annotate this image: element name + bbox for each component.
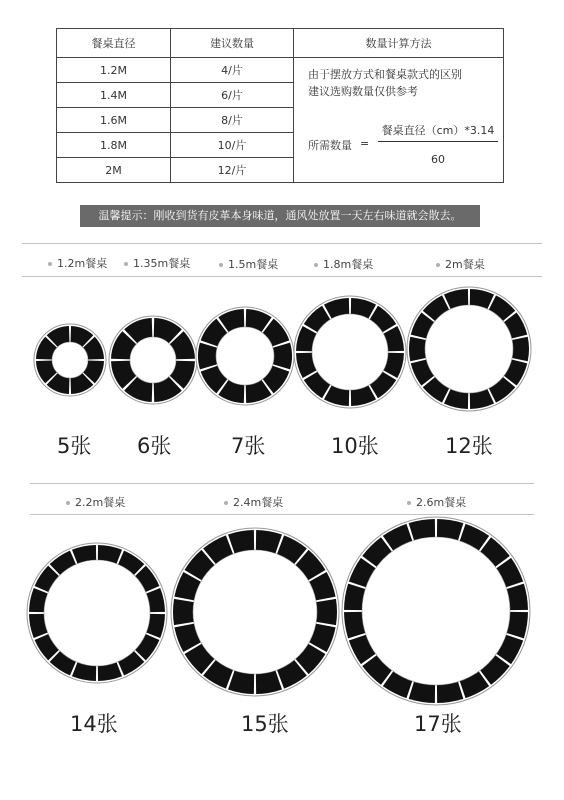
cushion-segment [316,599,337,625]
table-top [130,337,176,383]
cushion-segment [409,337,426,362]
table-top [312,314,388,390]
count-label-2m: 12张 [445,434,493,458]
size-text: 2.4m餐桌 [233,496,284,509]
ring-1-8m [294,296,406,408]
ring-1-5m [196,307,294,405]
size-text: 2m餐桌 [445,258,485,271]
size-text: 1.5m餐桌 [228,258,279,271]
ring-2m [407,287,531,411]
table-top [44,560,150,666]
size-text: 1.2m餐桌 [57,257,108,270]
count-label-1-5m: 7张 [231,434,266,458]
ring-2-6m [342,517,530,705]
note-line-2: 建议选购数量仅供参考 [308,85,418,98]
count-cell: 10/片 [171,133,294,158]
diameter-cell: 1.6M [57,108,171,133]
table-top [52,342,88,378]
count-cell: 12/片 [171,158,294,183]
table-top [425,305,513,393]
ring-2-2m [27,543,167,683]
size-text: 1.8m餐桌 [323,258,374,271]
count-label-2-6m: 17张 [414,712,462,736]
count-label-2-2m: 14张 [70,712,118,736]
table-top [216,327,274,385]
diameter-cell: 2M [57,158,171,183]
size-text: 2.6m餐桌 [416,496,467,509]
count-cell: 6/片 [171,83,294,108]
cushion-segment [173,599,194,625]
note-line-1: 由于摆放方式和餐桌款式的区别 [308,68,462,81]
ring-1-35m [109,316,197,404]
size-text: 2.2m餐桌 [75,496,126,509]
formula-denominator: 60 [431,153,445,166]
count-label-1-35m: 6张 [137,434,172,458]
count-label-2-4m: 15张 [241,712,289,736]
count-label-1-8m: 10张 [331,434,379,458]
cushion-segment [512,337,529,362]
ring-2-4m [171,528,339,696]
count-cell: 4/片 [171,58,294,83]
header-count: 建议数量 [171,29,294,58]
tip-banner: 温馨提示：刚收到货有皮革本身味道，通风处放置一天左右味道就会散去。 [80,205,480,227]
formula-label: 所需数量 [308,139,352,152]
size-text: 1.35m餐桌 [133,257,191,270]
header-method: 数量计算方法 [294,29,504,58]
diameter-cell: 1.8M [57,133,171,158]
formula-numerator: 餐桌直径（cm）*3.14 [381,124,495,137]
formula-equals: = [360,137,370,150]
diameter-cell: 1.4M [57,83,171,108]
table-top [193,550,317,674]
ring-1-2m [34,324,106,396]
count-label-1-2m: 5张 [57,434,92,458]
header-diameter: 餐桌直径 [57,29,171,58]
diameter-cell: 1.2M [57,58,171,83]
table-top [362,537,510,685]
count-cell: 8/片 [171,108,294,133]
